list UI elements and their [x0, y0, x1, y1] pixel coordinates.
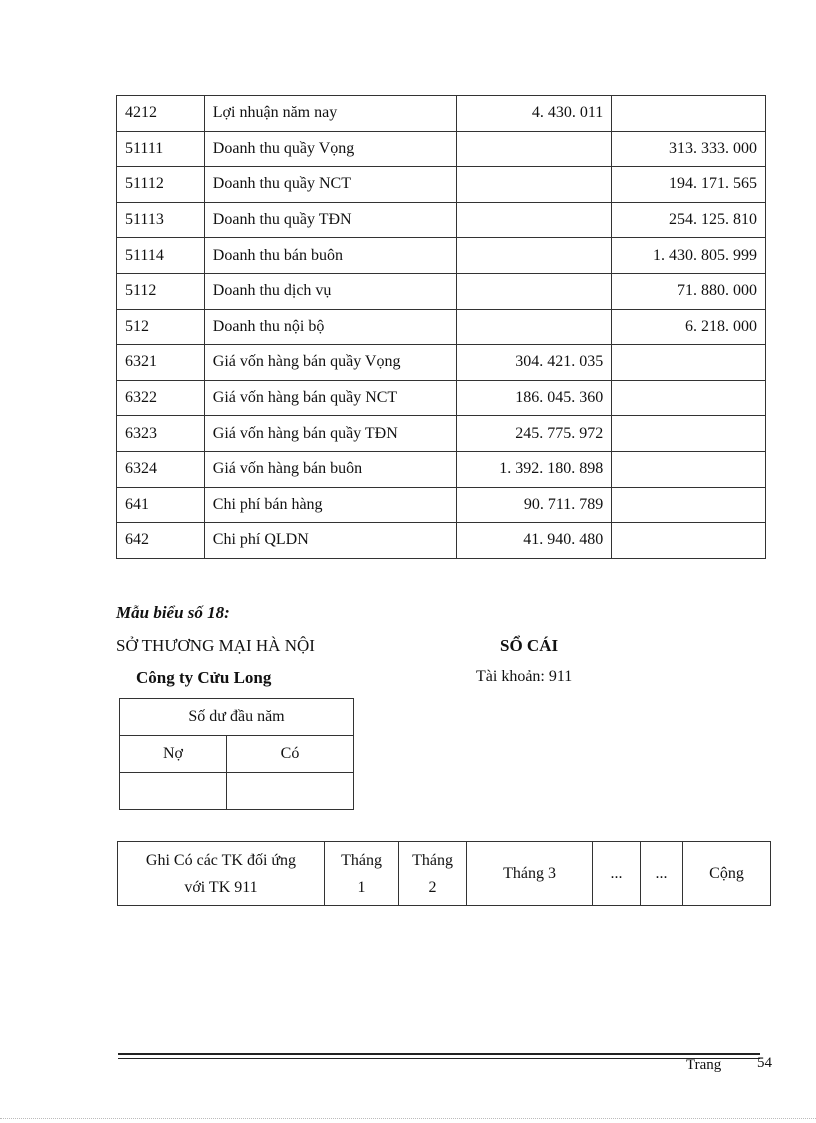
- month-1-header: [325, 842, 399, 906]
- table-row: [117, 202, 766, 238]
- account-name-cell: Doanh thu bán buôn: [204, 238, 457, 274]
- account-number: Tài khoản: 911: [476, 668, 573, 685]
- account-name-cell: Giá vốn hàng bán quầy NCT: [204, 380, 457, 416]
- month-3-header: Tháng 3: [467, 842, 593, 906]
- account-name-cell: Doanh thu dịch vụ: [204, 273, 457, 309]
- credit-header: Có: [227, 736, 354, 773]
- debit-amount-cell: [457, 238, 612, 274]
- debit-amount-cell: [457, 131, 612, 167]
- opening-balance-header: Số dư đầu năm: [120, 699, 354, 736]
- account-name-cell: Chi phí QLDN: [204, 523, 457, 559]
- credit-amount-cell: [612, 416, 766, 452]
- account-code-cell: 512: [117, 309, 205, 345]
- opening-balance-table: [119, 698, 354, 810]
- account-code-cell: 6321: [117, 345, 205, 381]
- table-row: [117, 523, 766, 559]
- account-code-cell: 5112: [117, 273, 205, 309]
- table-row: [117, 451, 766, 487]
- table-row: [117, 416, 766, 452]
- debit-amount-cell: 4. 430. 011: [457, 96, 612, 132]
- table-row: [117, 167, 766, 203]
- debit-amount-cell: 245. 775. 972: [457, 416, 612, 452]
- contra-account-header-line1: Ghi Có các TK đối ứng: [145, 851, 297, 869]
- total-header: Cộng: [683, 842, 771, 906]
- account-name-cell: Giá vốn hàng bán buôn: [204, 451, 457, 487]
- debit-amount-cell: [457, 167, 612, 203]
- debit-amount-cell: 186. 045. 360: [457, 380, 612, 416]
- month-1-label: Tháng: [341, 851, 382, 869]
- month-1-number: 1: [357, 878, 366, 896]
- ledger-title: SỔ CÁI: [500, 636, 559, 655]
- account-code-cell: 51112: [117, 167, 205, 203]
- table-row: [117, 309, 766, 345]
- credit-amount-cell: 313. 333. 000: [612, 131, 766, 167]
- contra-account-header-line2: với TK 911: [184, 878, 258, 896]
- account-code-cell: 6322: [117, 380, 205, 416]
- account-name-cell: Giá vốn hàng bán quầy Vọng: [204, 345, 457, 381]
- account-name-cell: Doanh thu quầy Vọng: [204, 131, 457, 167]
- debit-amount-cell: [457, 202, 612, 238]
- table-row: [117, 380, 766, 416]
- ellipsis-column-1: ...: [593, 842, 641, 906]
- table-row: [117, 238, 766, 274]
- table-row: [117, 345, 766, 381]
- debit-amount-cell: 1. 392. 180. 898: [457, 451, 612, 487]
- debit-cell: [120, 773, 227, 810]
- page-label: Trang: [686, 1057, 722, 1073]
- table-row: [117, 96, 766, 132]
- credit-amount-cell: [612, 523, 766, 559]
- month-2-label: Tháng: [412, 851, 453, 869]
- table-row: [117, 487, 766, 523]
- table-row: [117, 273, 766, 309]
- credit-amount-cell: [612, 451, 766, 487]
- monthly-table: [117, 841, 771, 906]
- debit-amount-cell: 41. 940. 480: [457, 523, 612, 559]
- form-title: Mẫu biểu số 18:: [116, 603, 230, 622]
- account-code-cell: 6324: [117, 451, 205, 487]
- credit-amount-cell: [612, 487, 766, 523]
- debit-header: Nợ: [120, 736, 227, 773]
- footer-rule-thin: [118, 1058, 760, 1059]
- company-name: Công ty Cửu Long: [136, 668, 272, 687]
- account-name-cell: Doanh thu quầy TĐN: [204, 202, 457, 238]
- accounts-table: [116, 95, 766, 559]
- account-name-cell: Chi phí bán hàng: [204, 487, 457, 523]
- account-name-cell: Lợi nhuận năm nay: [204, 96, 457, 132]
- department-name: SỞ THƯƠNG MẠI HÀ NỘI: [116, 636, 315, 655]
- debit-amount-cell: 304. 421. 035: [457, 345, 612, 381]
- debit-amount-cell: 90. 711. 789: [457, 487, 612, 523]
- account-name-cell: Doanh thu quầy NCT: [204, 167, 457, 203]
- credit-amount-cell: [612, 380, 766, 416]
- page-number: 54: [757, 1055, 772, 1071]
- account-name-cell: Doanh thu nội bộ: [204, 309, 457, 345]
- credit-amount-cell: 194. 171. 565: [612, 167, 766, 203]
- table-row: [117, 131, 766, 167]
- account-name-cell: Giá vốn hàng bán quầy TĐN: [204, 416, 457, 452]
- account-code-cell: 51111: [117, 131, 205, 167]
- page-bottom-dotted-line: [0, 1118, 816, 1119]
- account-code-cell: 641: [117, 487, 205, 523]
- account-code-cell: 4212: [117, 96, 205, 132]
- footer-rule-thick: [118, 1053, 760, 1055]
- credit-amount-cell: 1. 430. 805. 999: [612, 238, 766, 274]
- credit-amount-cell: 71. 880. 000: [612, 273, 766, 309]
- month-2-header: [399, 842, 467, 906]
- month-2-number: 2: [428, 878, 437, 896]
- account-code-cell: 51114: [117, 238, 205, 274]
- ellipsis-column-2: ...: [641, 842, 683, 906]
- account-code-cell: 51113: [117, 202, 205, 238]
- contra-account-header: [118, 842, 325, 906]
- account-code-cell: 642: [117, 523, 205, 559]
- debit-amount-cell: [457, 273, 612, 309]
- credit-amount-cell: 6. 218. 000: [612, 309, 766, 345]
- credit-amount-cell: 254. 125. 810: [612, 202, 766, 238]
- credit-amount-cell: [612, 96, 766, 132]
- credit-amount-cell: [612, 345, 766, 381]
- account-code-cell: 6323: [117, 416, 205, 452]
- credit-cell: [227, 773, 354, 810]
- debit-amount-cell: [457, 309, 612, 345]
